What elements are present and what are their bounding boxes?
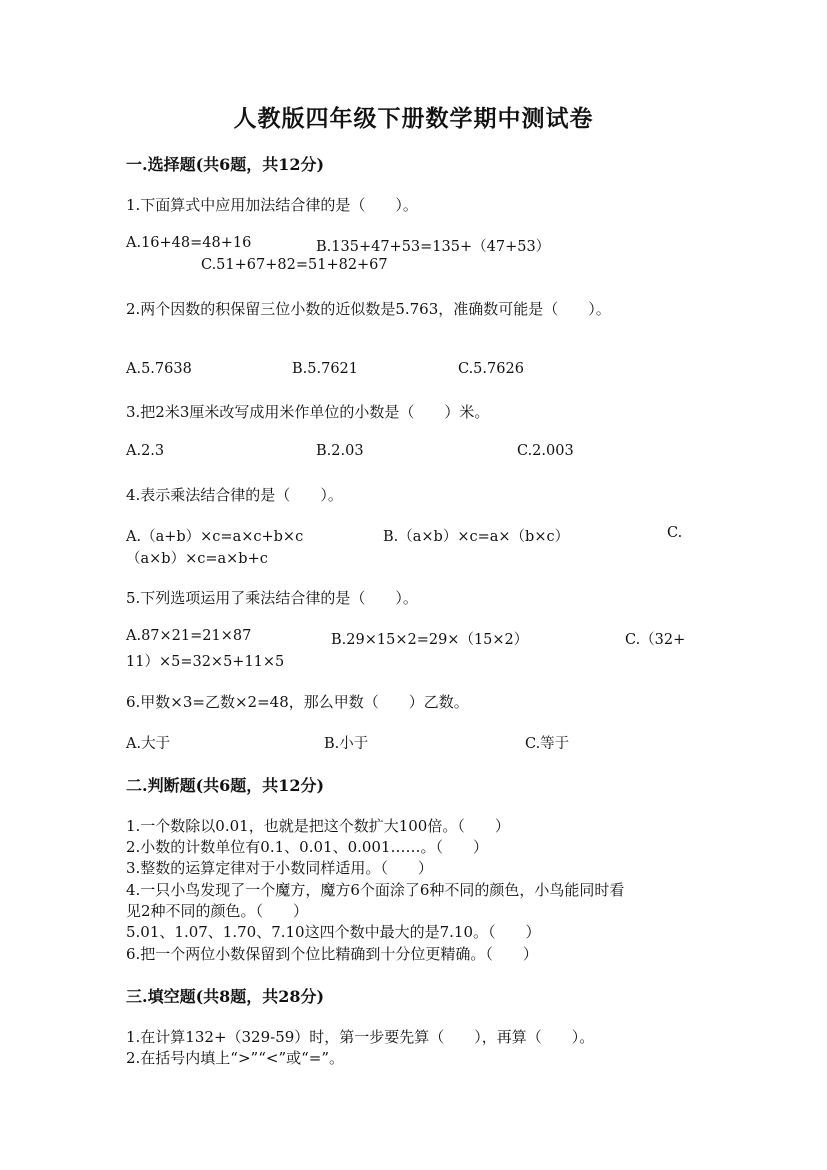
question-1: 1.下面算式中应用加法结合律的是（ ）。 (126, 196, 418, 214)
question-6: 6.甲数×3=乙数×2=48，那么甲数（ ）乙数。 (126, 693, 469, 711)
judgement-item: 5.01、1.07、1.70、7.10这四个数中最大的是7.10。（ ） (126, 923, 541, 941)
question-3: 3.把2米3厘米改写成用米作单位的小数是（ ）米。 (126, 403, 490, 421)
q5-option-a: A.87×21=21×87 (126, 628, 252, 644)
q4-option-c-label: C. (667, 525, 683, 541)
judgement-item: 2.小数的计数单位有0.1、0.01、0.001……。（ ） (126, 838, 489, 856)
q4-option-c-text: （a×b）×c=a×b+c (126, 551, 268, 567)
judgement-item: 3.整数的运算定律对于小数同样适用。（ ） (126, 859, 433, 877)
fill-blank-item: 2.在括号内填上“>”“<”或“=”。 (126, 1049, 345, 1067)
question-2: 2.两个因数的积保留三位小数的近似数是5.763，准确数可能是（ ）。 (126, 300, 611, 318)
q1-option-b: B.135+47+53=135+（47+53） (316, 239, 551, 255)
fill-blank-item: 1.在计算132+（329-59）时，第一步要先算（ ），再算（ ）。 (126, 1028, 595, 1046)
section-heading-fill-blank: 三.填空题(共8题，共28分) (126, 987, 325, 1006)
judgement-item: 6.把一个两位小数保留到个位比精确到十分位更精确。（ ） (126, 945, 538, 963)
q6-option-a: A.大于 (126, 736, 171, 752)
q2-option-b: B.5.7621 (292, 361, 359, 377)
section-heading-judgement: 二.判断题(共6题，共12分) (126, 776, 325, 795)
judgement-item: 1.一个数除以0.01，也就是把这个数扩大100倍。（ ） (126, 817, 510, 835)
question-5: 5.下列选项运用了乘法结合律的是（ ）。 (126, 589, 418, 607)
q1-option-c: C.51+67+82=51+82+67 (201, 257, 388, 273)
q2-option-a: A.5.7638 (126, 361, 192, 377)
q5-option-b: B.29×15×2=29×（15×2） (331, 632, 529, 648)
q1-option-a: A.16+48=48+16 (126, 235, 252, 251)
q4-option-b: B.（a×b）×c=a×（b×c） (383, 529, 570, 545)
q6-option-c: C.等于 (525, 736, 570, 752)
q5-option-c-start: C.（32+ (625, 632, 686, 648)
judgement-item: 4.一只小鸟发现了一个魔方，魔方6个面涂了6种不同的颜色，小鸟能同时看 (126, 881, 625, 899)
page-title: 人教版四年级下册数学期中测试卷 (233, 105, 594, 132)
section-heading-choice: 一.选择题(共6题，共12分) (126, 155, 325, 174)
q6-option-b: B.小于 (324, 736, 369, 752)
q4-option-a: A.（a+b）×c=a×c+b×c (126, 529, 304, 545)
question-4: 4.表示乘法结合律的是（ ）。 (126, 486, 343, 504)
q3-option-b: B.2.03 (316, 443, 364, 459)
judgement-item-continued: 见2种不同的颜色。（ ） (126, 902, 309, 920)
q5-option-c-rest: 11）×5=32×5+11×5 (126, 654, 285, 670)
q3-option-a: A.2.3 (126, 443, 165, 459)
q2-option-c: C.5.7626 (458, 361, 524, 377)
q3-option-c: C.2.003 (517, 443, 574, 459)
